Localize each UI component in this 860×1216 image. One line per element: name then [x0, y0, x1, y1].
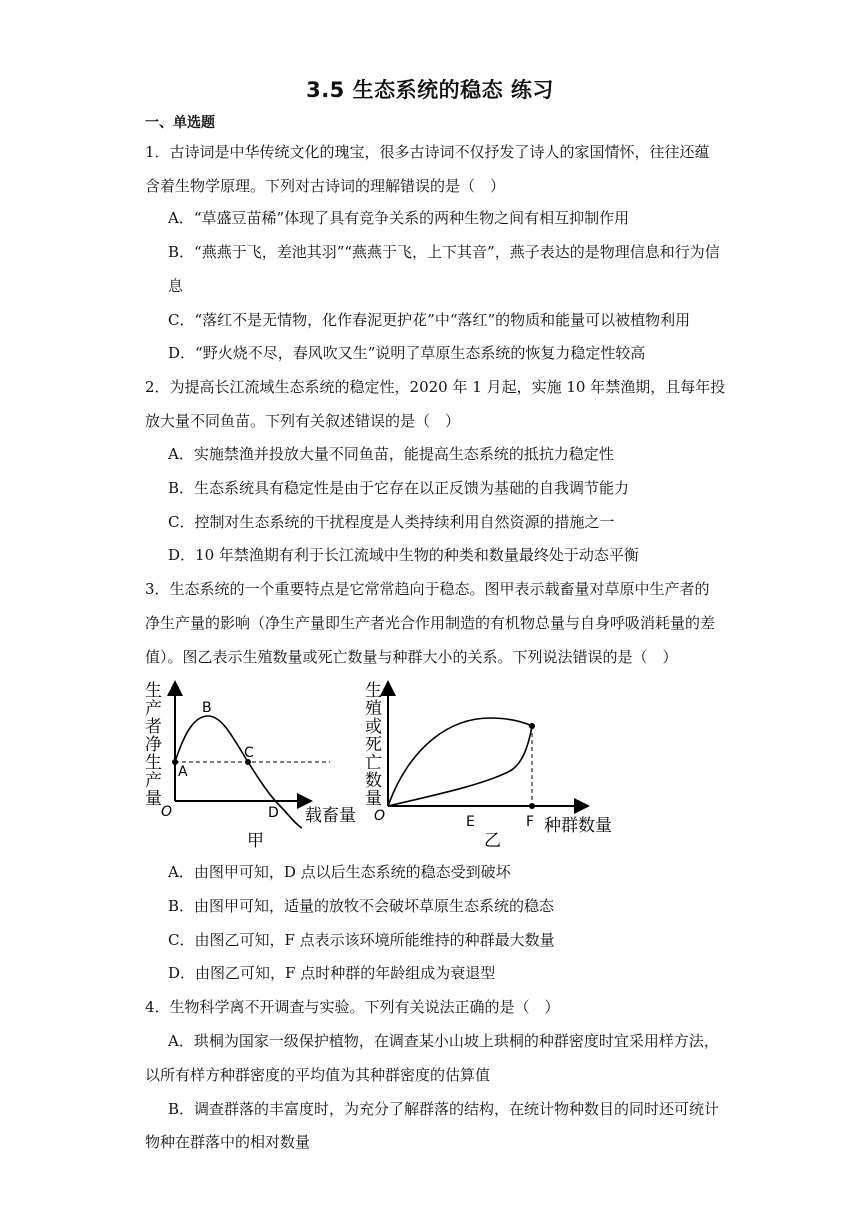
yi-y-label: [365, 681, 382, 809]
q4-stem: 4．生物科学离不开调查与实验。下列有关说法正确的是（ ）: [145, 998, 560, 1016]
yi-ylabel-char: 生: [365, 681, 382, 701]
jia-ylabel-char: 者: [145, 717, 162, 737]
q4-option-b-line2: 物种在群落中的相对数量: [145, 1133, 311, 1151]
yi-ylabel-char: 或: [365, 717, 382, 737]
q2-option-a: A．实施禁渔并投放大量不同鱼苗，能提高生态系统的抵抗力稳定性: [168, 445, 614, 463]
q1-stem-line1: 1．古诗词是中华传统文化的瑰宝，很多古诗词不仅抒发了诗人的家国情怀，往往还蕴: [145, 143, 710, 161]
jia-ylabel-char: 生: [145, 681, 162, 701]
jia-y-label: [145, 681, 162, 809]
jia-origin: O: [161, 804, 173, 820]
yi-ylabel-char: 死: [365, 735, 382, 755]
q2-option-b: B．生态系统具有稳定性是由于它存在以正反馈为基础的自我调节能力: [168, 479, 630, 497]
jia-point-b-label: B: [202, 700, 212, 716]
q2-option-d: D．10 年禁渔期有利于长江流域中生物的种类和数量最终处于动态平衡: [168, 546, 639, 564]
jia-point-a-label: A: [178, 764, 188, 780]
q2-stem-line1: 2．为提高长江流域生态系统的稳定性，2020 年 1 月起，实施 10 年禁渔期，且每年投: [145, 378, 726, 396]
q2-stem-line2: 放大量不同鱼苗。下列有关叙述错误的是（ ）: [145, 412, 461, 430]
jia-ylabel-char: 净: [145, 735, 162, 755]
jia-ylabel-char: 量: [145, 789, 162, 809]
yi-origin: O: [374, 808, 386, 824]
yi-caption: 乙: [484, 831, 501, 851]
yi-death-curve: [388, 726, 532, 806]
q1-option-c: C．“落红不是无情物，化作春泥更护花”中“落红”的物质和能量可以被植物利用: [168, 311, 691, 329]
q1-option-d: D．“野火烧不尽，春风吹又生”说明了草原生态系统的恢复力稳定性较高: [168, 344, 646, 362]
q3-stem-line1: 3．生态系统的一个重要特点是它常常趋向于稳态。图甲表示载畜量对草原中生产者的: [145, 580, 710, 598]
jia-ylabel-char: 产: [145, 771, 162, 791]
q1-option-b-line1: B．“燕燕于飞，差池其羽”“燕燕于飞，上下其音”，燕子表达的是物理信息和行为信: [168, 243, 720, 261]
jia-ylabel-char: 生: [145, 753, 162, 773]
figure-yi: [360, 676, 620, 856]
yi-point-f-axis-marker: [529, 803, 535, 809]
jia-curve: [175, 716, 302, 828]
q3-stem-line2: 净生产量的影响（净生产量即生产者光合作用制造的有机物总量与自身呼吸消耗量的差: [145, 614, 716, 632]
yi-birth-curve: [388, 718, 532, 806]
q1-stem-line2: 含着生物学原理。下列对古诗词的理解错误的是（ ）: [145, 177, 506, 195]
jia-ylabel-char: 产: [145, 699, 162, 719]
yi-point-f-label: F: [526, 814, 535, 830]
q2-option-c: C．控制对生态系统的干扰程度是人类持续利用自然资源的措施之一: [168, 513, 615, 531]
q4-option-a-line1: A．珙桐为国家一级保护植物，在调查某小山坡上珙桐的种群密度时宜采用样方法，: [168, 1032, 719, 1050]
q3-option-d: D．由图乙可知，F 点时种群的年龄组成为衰退型: [168, 964, 496, 982]
figure-jia: [140, 676, 370, 856]
q4-option-a-line2: 以所有样方种群密度的平均值为其种群密度的估算值: [145, 1066, 491, 1084]
jia-point-c-label: C: [244, 745, 254, 761]
yi-point-e-label: E: [466, 814, 475, 830]
q3-option-a: A．由图甲可知，D 点以后生态系统的稳态受到破坏: [168, 863, 511, 881]
jia-x-label: 载畜量: [305, 806, 356, 826]
q1-option-a: A．“草盛豆苗稀”体现了具有竞争关系的两种生物之间有相互抑制作用: [168, 209, 630, 227]
page-title: 3.5 生态系统的稳态 练习: [306, 78, 554, 102]
yi-ylabel-char: 数: [365, 771, 382, 791]
q3-stem-line3: 值）。图乙表示生殖数量或死亡数量与种群大小的关系。下列说法错误的是（ ）: [145, 648, 678, 666]
yi-ylabel-char: 殖: [365, 699, 382, 719]
section-heading: 一、单选题: [145, 115, 215, 131]
yi-ylabel-char: 亡: [365, 753, 382, 773]
yi-ylabel-char: 量: [365, 789, 382, 809]
q3-option-c: C．由图乙可知，F 点表示该环境所能维持的种群最大数量: [168, 931, 555, 949]
yi-x-label: 种群数量: [544, 816, 612, 836]
q4-option-b-line1: B．调查群落的丰富度时，为充分了解群落的结构，在统计物种数目的同时还可统计: [168, 1100, 720, 1118]
q3-option-b: B．由图甲可知，适量的放牧不会破坏草原生态系统的稳态: [168, 897, 555, 915]
jia-caption: 甲: [247, 831, 264, 851]
jia-point-d-label: D: [268, 805, 279, 821]
q1-option-b-line2: 息: [168, 277, 184, 295]
